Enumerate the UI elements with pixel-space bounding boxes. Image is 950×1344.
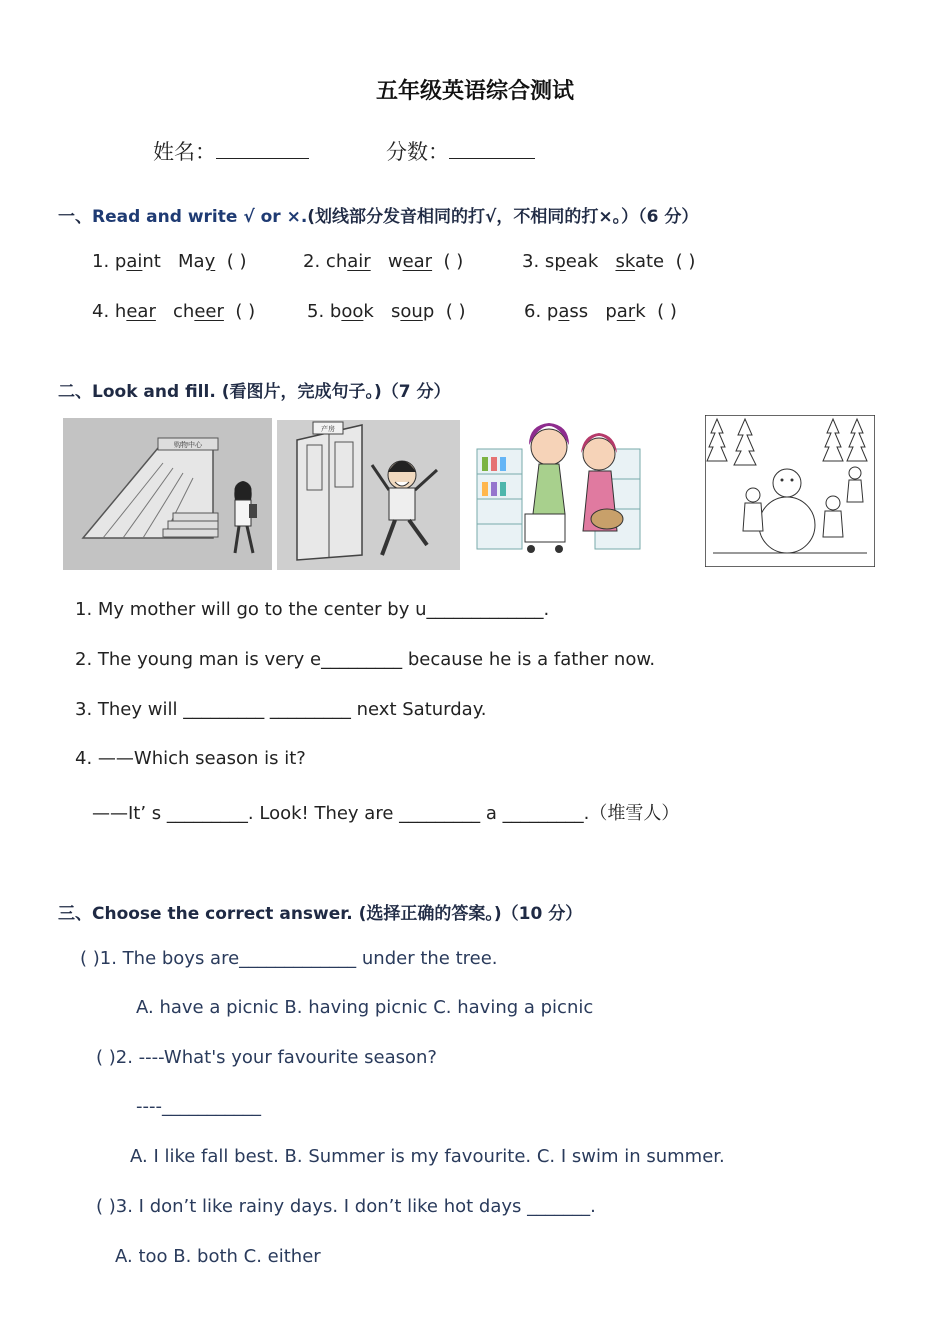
s1-item-1: 1. paint May ( ): [92, 251, 247, 272]
picture-delivery-room: [277, 420, 460, 570]
s1-item-5: 5. book soup ( ): [307, 301, 466, 322]
s3-question-1: ( )1. The boys are_____________ under the tree.: [80, 948, 498, 969]
score-field[interactable]: [386, 136, 535, 166]
answer-paren[interactable]: ( ): [657, 301, 677, 322]
name-label: 姓名：: [153, 140, 216, 164]
picture-supermarket: [467, 409, 650, 569]
answer-paren[interactable]: ( ): [235, 301, 256, 322]
s1-item-6: 6. pass park ( ): [524, 301, 677, 322]
section1-heading: 一、Read and write √ or ×.(划线部分发音相同的打√，不相同的打×。）（6 分）: [58, 207, 699, 227]
s3-question-1-options: A. have a picnic B. having picnic C. having a picnic: [136, 997, 594, 1018]
score-blank[interactable]: [449, 140, 535, 159]
s2-question-4-answer: ——It’ s _________. Look! They are _________ a _________.（堆雪人）: [92, 803, 680, 824]
answer-paren[interactable]: ( ): [675, 251, 696, 272]
s3-question-2-blank: ----___________: [136, 1096, 261, 1117]
s2-question-3: 3. They will _________ _________ next Saturday.: [75, 699, 487, 720]
delivery-room-sign: 产房: [321, 425, 335, 433]
s1-item-3: 3. speak skate ( ): [522, 251, 696, 272]
section1-heading-en: Read and write √ or ×.: [92, 207, 308, 227]
shopping-center-sign: 购物中心: [174, 441, 202, 449]
answer-paren[interactable]: ( ): [226, 251, 247, 272]
s1-item-2: 2. chair wear ( ): [303, 251, 464, 272]
s3-question-3: ( )3. I don’t like rainy days. I don’t like hot days _______.: [96, 1196, 596, 1217]
page-title: 五年级英语综合测试: [375, 79, 574, 104]
answer-paren[interactable]: ( ): [445, 301, 466, 322]
s3-question-2: ( )2. ----What's your favourite season?: [96, 1047, 437, 1068]
section2-heading: 二、Look and fill. (看图片，完成句子。)（7 分）: [58, 382, 451, 402]
s1-item-4: 4. hear cheer ( ): [92, 301, 256, 322]
s2-question-2: 2. The young man is very e_________ because he is a father now.: [75, 649, 656, 670]
section1-heading-cn: (划线部分发音相同的打√，不相同的打×。）（6 分）: [307, 207, 699, 227]
name-blank[interactable]: [216, 140, 309, 159]
s2-question-4: 4. ——Which season is it?: [75, 748, 306, 769]
name-field[interactable]: [153, 136, 309, 166]
answer-paren[interactable]: ( ): [443, 251, 464, 272]
picture-snowman: [705, 415, 875, 567]
s2-question-1: 1. My mother will go to the center by u_____________.: [75, 599, 550, 620]
s3-question-2-options: A. I like fall best. B. Summer is my favourite. C. I swim in summer.: [130, 1146, 725, 1167]
picture-shopping-center: [63, 418, 272, 570]
score-label: 分数：: [386, 140, 449, 164]
section3-heading: 三、Choose the correct answer. (选择正确的答案。)（10 分）: [58, 904, 583, 924]
s3-question-3-options: A. too B. both C. either: [115, 1246, 321, 1267]
